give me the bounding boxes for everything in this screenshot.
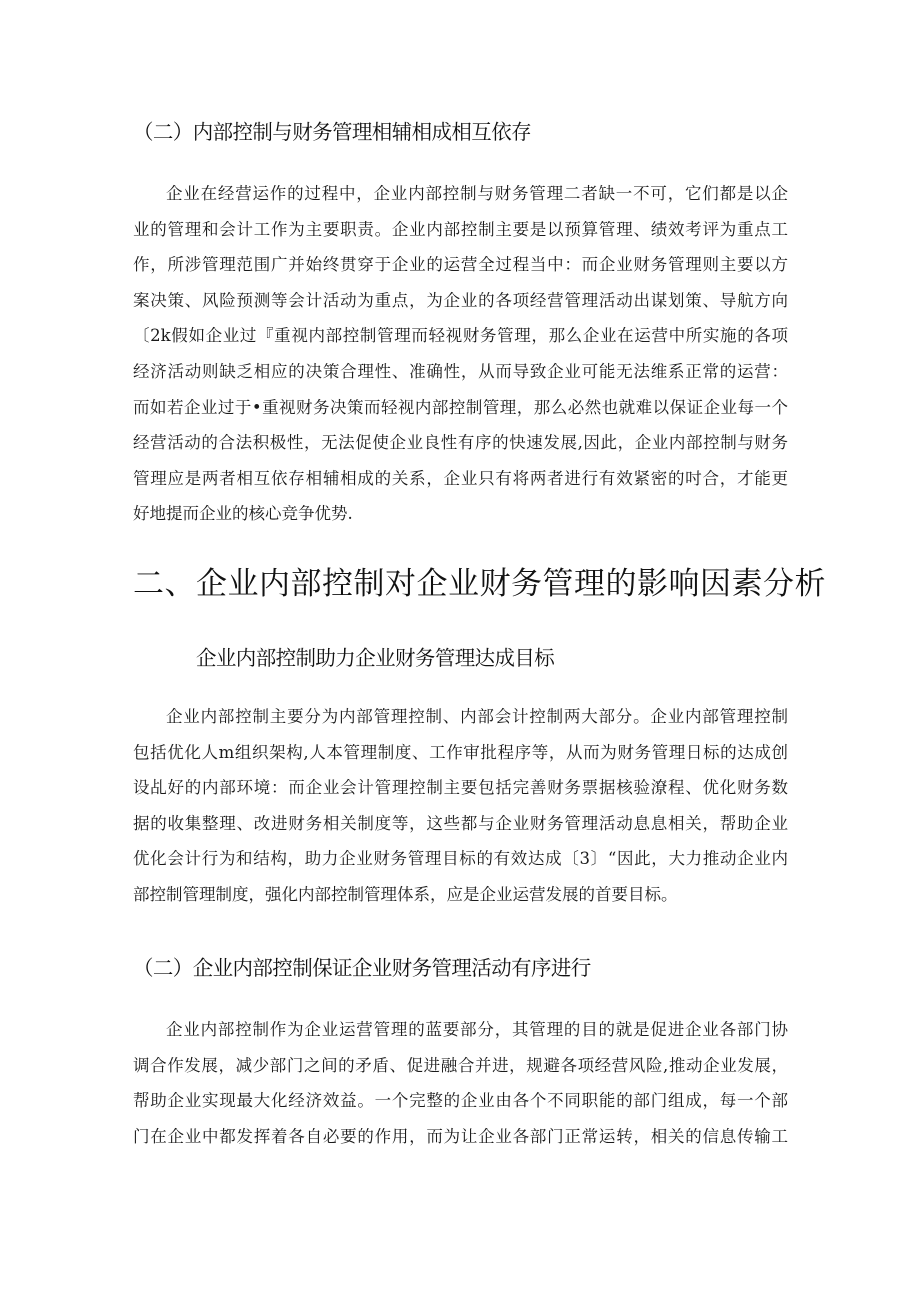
paragraph-line: 〔2k假如企业过『重视内部控制管理而轻视财务管理，那么企业在运营中所实施的各项 xyxy=(133,326,788,346)
section-subheading-orderly: （二）企业内部控制保证企业财务管理活动有序进行 xyxy=(133,956,591,980)
paragraph-line: 管理应是两者相互依存相辅相成的关系，企业只有将两者进行有效紧密的吋合，才能更 xyxy=(133,468,788,488)
paragraph-line: 经营活动的合法积极性，无法促使企业良性有序的快速发展,因此，企业内部控制与财务 xyxy=(133,433,788,453)
paragraph-line: 企业内部控制主要分为内部管理控制、内部会计控制两大部分。企业内部管理控制 xyxy=(166,707,788,726)
section-subheading-interdependence: （二）内部控制与财务管理相辅相成相互依存 xyxy=(133,120,531,144)
paragraph-line: 部控制管理制度，强化内部控制管理体系，应是企业运营发展的首要目标。 xyxy=(133,884,678,904)
paragraph-line: 而如若企业过于•重视财务决策而轻视内部控制管理，那么必然也就难以保证企业每一个 xyxy=(133,397,788,417)
paragraph-interdependence xyxy=(133,176,788,532)
paragraph-line: 企业在经营运作的过程中，企业内部控制与财务管理二者缺一不可，它们都是以企 xyxy=(166,184,788,203)
paragraph-line: 企业内部控制作为企业运营管理的蓝要部分，其管理的目的就是促进企业各部门协 xyxy=(166,1020,788,1039)
paragraph-line: 好地提而企业的核心竞争优势. xyxy=(133,504,353,524)
paragraph-orderly xyxy=(133,1012,788,1154)
section-subheading-goals: 企业内部控制助力企业财务管理达成目标 xyxy=(196,646,555,670)
paragraph-line: 设乩好的内部环境：而企业会计管理控制主要包括完善财务票据核验潦程、优化财务数 xyxy=(133,778,788,798)
paragraph-goals xyxy=(133,699,788,913)
paragraph-line: 据的收集整理、改进财务相关制度等，这些都与企业财务管理活动息息相关，帮助企业 xyxy=(133,813,788,833)
paragraph-line: 包括优化人m组织架构,人本管理制度、工作审批程序等，从而为财务管理日标的达成创 xyxy=(133,742,788,762)
paragraph-line: 案决策、风险预测等会计活动为重点，为企业的各项经营管理活动出谋划策、导航方向 xyxy=(133,290,788,310)
paragraph-line: 调合作发展，减少部门之间的矛盾、促进融合并进，规避各项经营风险,推动企业发展， xyxy=(133,1055,788,1075)
paragraph-line: 帮助企业实现最大化经济效益。一个完整的企业由各个不同职能的部门组成，每一个部 xyxy=(133,1091,788,1111)
paragraph-line: 优化会计行为和结构，助力企业财务管理目标的有效达成〔3〕“因此，大力推动企业内 xyxy=(133,849,788,869)
paragraph-line: 作，所涉管理范围广并始终贯穿于企业的运营全过程当中：而企业财务管理则主要以方 xyxy=(133,255,788,275)
main-section-heading: 二、企业内部控制对企业财务管理的影响因素分析 xyxy=(133,566,826,602)
paragraph-line: 门在企业中都发挥着各自必要的作用，而为让企业各部门正常运转，相关的信息传输工 xyxy=(133,1126,788,1146)
paragraph-line: 业的管理和会计工作为主要职责。企业内部控制主要是以预算管理、绩效考评为重点工 xyxy=(133,219,788,239)
paragraph-line: 经济活动则缺乏相应的决策合理性、准确性，从而导致企业可能无法维系正常的运营： xyxy=(133,361,788,381)
